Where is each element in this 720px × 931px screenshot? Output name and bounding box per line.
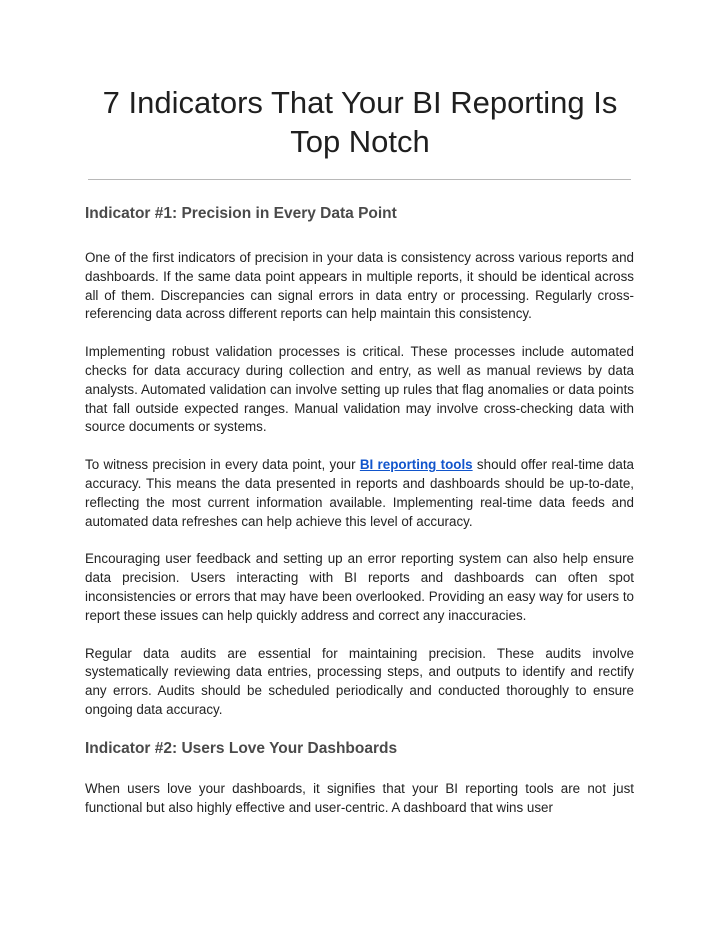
section-heading-indicator-1: Indicator #1: Precision in Every Data Point bbox=[85, 205, 397, 222]
document-body bbox=[85, 204, 634, 817]
paragraph-user-feedback: Encouraging user feedback and setting up an error reporting system can also help ensure data precision. Users interacting with BI reports and dashboards can often spot inconsistencies or errors that may have been overlooked. Providing an easy way for users to report these issues can help quickly address and correct any inaccuracies. bbox=[85, 551, 634, 623]
paragraph-real-time-lead: To witness precision in every data point, your bbox=[85, 457, 360, 473]
document-title bbox=[60, 83, 660, 161]
title-line-2: Top Notch bbox=[290, 124, 430, 159]
paragraph-consistency: One of the first indicators of precision in your data is consistency across various reports and dashboards. If the same data point appears in multiple reports, it should be identical across all of them. Discrepancies can signal errors in data entry or processing. Regularly cross-referencing data across different reports can help maintain this consistency. bbox=[85, 250, 634, 322]
paragraph-data-audits: Regular data audits are essential for maintaining precision. These audits involve systematically reviewing data entries, processing steps, and outputs to identify and rectify any errors. Audits should be scheduled periodically and conducted thoroughly to ensure ongoing data accuracy. bbox=[85, 645, 634, 717]
paragraph-real-time bbox=[85, 456, 634, 531]
section-heading-indicator-2: Indicator #2: Users Love Your Dashboards bbox=[85, 739, 398, 757]
bi-reporting-tools-link[interactable]: BI reporting tools bbox=[359, 457, 473, 473]
paragraph-real-time-rest: should offer real-time data accuracy. This means the data presented in reports and dashboards should be up-to-date, reflecting the most current information available. Implementing real-time data feeds and automated data refreshes can help achieve this level of accuracy. bbox=[85, 457, 634, 529]
paragraph-dashboards: When users love your dashboards, it signifies that your BI reporting tools are not just functional but also highly effective and user-centric. A dashboard that wins user bbox=[85, 780, 634, 815]
title-line-1: 7 Indicators That Your BI Reporting Is bbox=[102, 85, 618, 120]
paragraph-validation: Implementing robust validation processes is critical. These processes include automated checks for data accuracy during collection and entry, as well as manual reviews by data analysts. Automated validation can involve setting up rules that flag anomalies or data points that fall outside expected ranges. Manual validation may involve cross-checking data with source documents or systems. bbox=[85, 344, 634, 435]
title-divider bbox=[88, 179, 631, 180]
